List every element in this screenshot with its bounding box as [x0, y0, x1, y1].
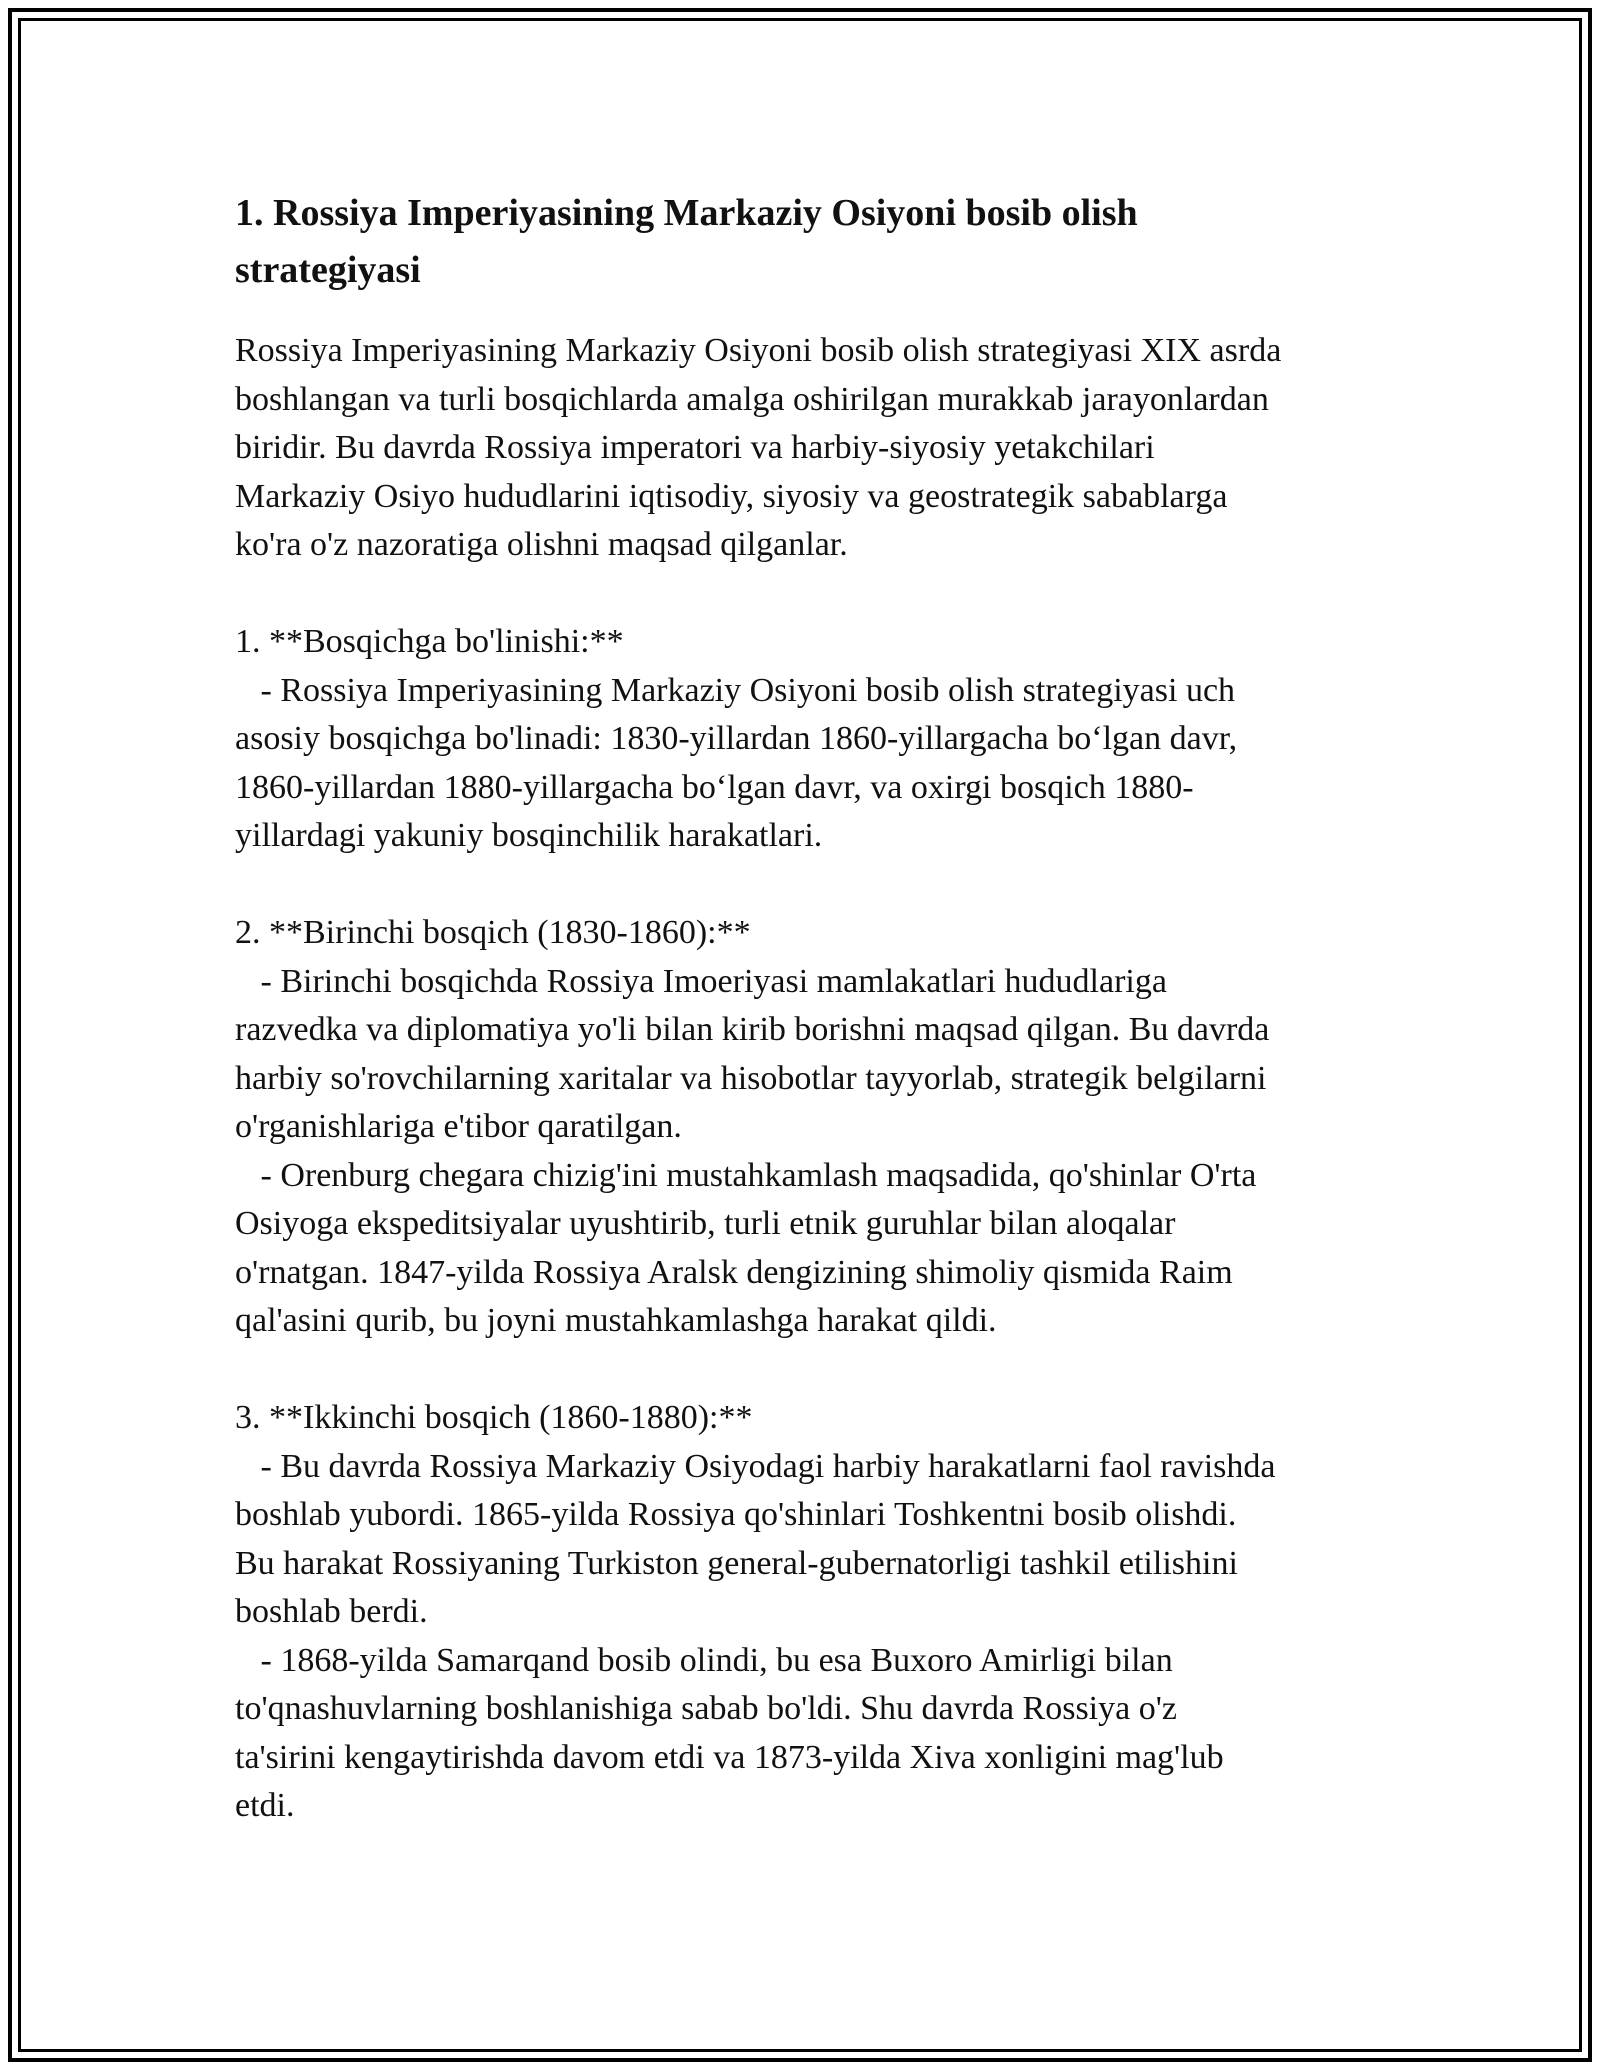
body-line: o'rnatgan. 1847-yilda Rossiya Aralsk dengizining shimoliy qismida Raim: [235, 1253, 1233, 1291]
body-line: - 1868-yilda Samarqand bosib olindi, bu esa Buxoro Amirligi bilan: [235, 1641, 1173, 1679]
blank-line: [235, 861, 1385, 910]
body-line: etdi.: [235, 1787, 295, 1824]
section-heading: 2. **Birinchi bosqich (1830-1860):**: [235, 914, 751, 951]
document-body: [235, 327, 1385, 1831]
blank-line: [235, 1346, 1385, 1395]
body-line: Rossiya Imperiyasining Markaziy Osiyoni bosib olish strategiyasi XIX asrda: [235, 332, 1282, 369]
body-line: - Orenburg chegara chizig'ini mustahkamlash maqsadida, qo'shinlar O'rta: [235, 1156, 1257, 1194]
document-content: [235, 185, 1385, 1831]
body-line: o'rganishlariga e'tibor qaratilgan.: [235, 1108, 682, 1145]
body-line: Bu harakat Rossiyaning Turkiston general-gubernatorligi tashkil etilishini: [235, 1544, 1238, 1582]
body-line: - Bu davrda Rossiya Markaziy Osiyodagi harbiy harakatlarni faol ravishda: [235, 1447, 1276, 1485]
body-line: qal'asini qurib, bu joyni mustahkamlashga harakat qildi.: [235, 1302, 997, 1339]
body-line: harbiy so'rovchilarning xaritalar va hisobotlar tayyorlab, strategik belgilarni: [235, 1059, 1267, 1097]
body-line: asosiy bosqichga bo'linadi: 1830-yillardan 1860-yillargacha bo‘lgan davr,: [235, 720, 1238, 757]
body-line: to'qnashuvlarning boshlanishiga sabab bo'ldi. Shu davrda Rossiya o'z: [235, 1690, 1177, 1727]
body-line: boshlangan va turli bosqichlarda amalga oshirilgan murakkab jarayonlardan: [235, 380, 1269, 418]
body-line: Markaziy Osiyo hududlarini iqtisodiy, siyosiy va geostrategik sabablarga: [235, 477, 1228, 515]
body-line: 1860-yillardan 1880-yillargacha bo‘lgan davr, va oxirgi bosqich 1880-: [235, 768, 1194, 806]
title-line: 1. Rossiya Imperiyasining Markaziy Osiyoni bosib olish: [235, 192, 1138, 234]
section-heading: 3. **Ikkinchi bosqich (1860-1880):**: [235, 1399, 753, 1436]
body-line: ko'ra o'z nazoratiga olishni maqsad qilganlar.: [235, 526, 848, 563]
body-line: biridir. Bu davrda Rossiya imperatori va harbiy-siyosiy yetakchilari: [235, 429, 1155, 466]
title-line: strategiyasi: [235, 249, 421, 291]
body-line: Osiyoga ekspeditsiyalar uyushtirib, turli etnik guruhlar bilan aloqalar: [235, 1205, 1176, 1242]
body-line: boshlab berdi.: [235, 1593, 428, 1630]
body-line: - Birinchi bosqichda Rossiya Imoeriyasi mamlakatlari hududlariga: [235, 962, 1167, 1000]
section-heading: 1. **Bosqichga bo'linishi:**: [235, 623, 624, 660]
body-line: razvedka va diplomatiya yo'li bilan kirib borishni maqsad qilgan. Bu davrda: [235, 1011, 1270, 1048]
body-line: - Rossiya Imperiyasining Markaziy Osiyoni bosib olish strategiyasi uch: [235, 671, 1236, 709]
body-line: yillardagi yakuniy bosqinchilik harakatlari.: [235, 817, 823, 854]
document-title: [235, 185, 1335, 299]
body-line: ta'sirini kengaytirishda davom etdi va 1873-yilda Xiva xonligini mag'lub: [235, 1738, 1224, 1776]
blank-line: [235, 570, 1385, 619]
body-line: boshlab yubordi. 1865-yilda Rossiya qo'shinlari Toshkentni bosib olishdi.: [235, 1496, 1237, 1533]
